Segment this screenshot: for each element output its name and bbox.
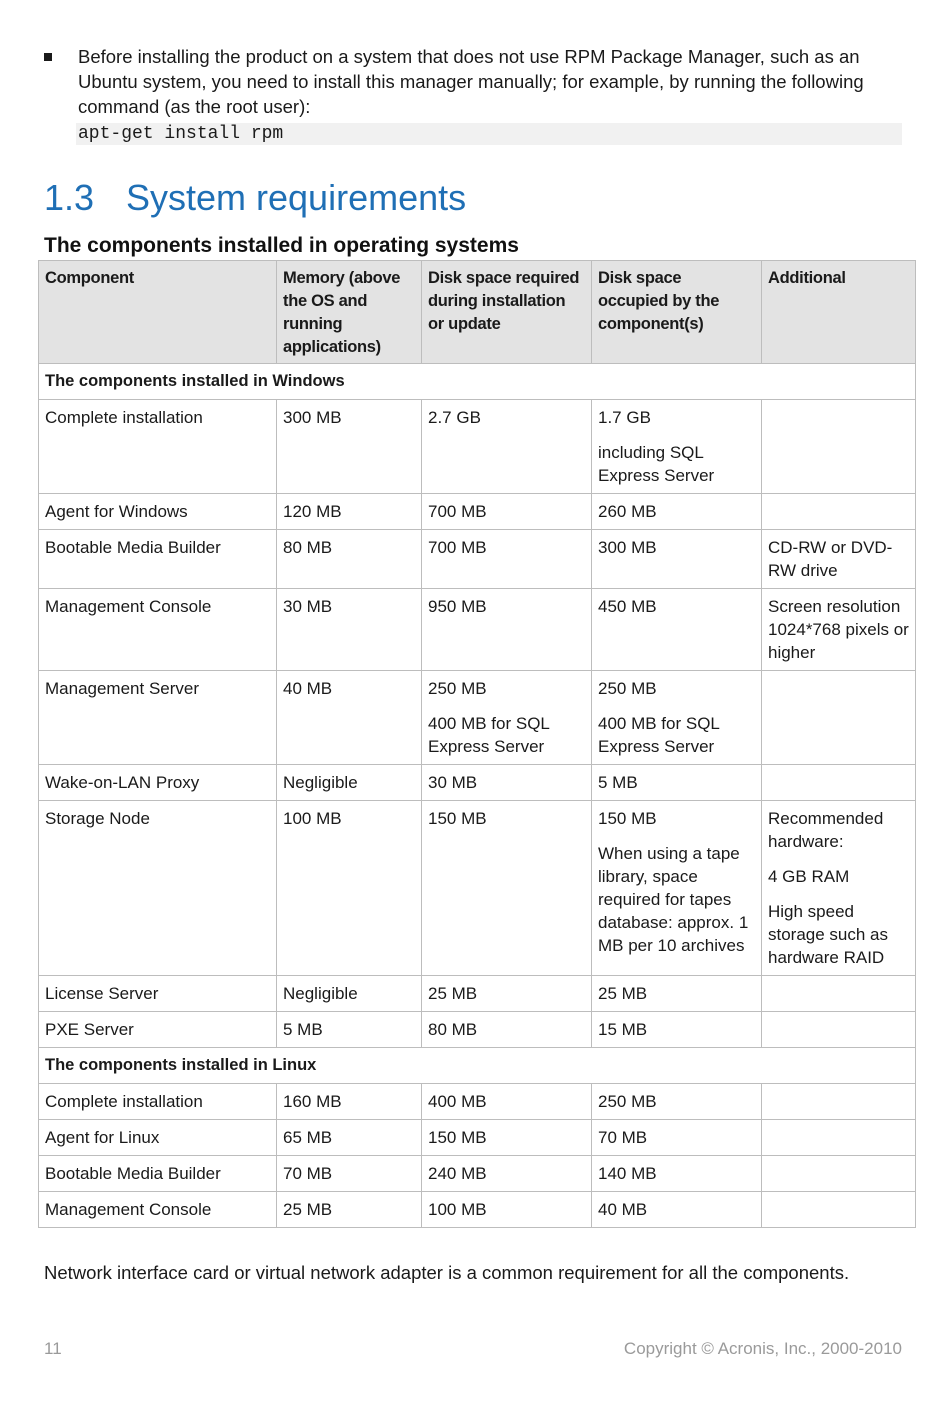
cell-disk-install-line: 240 MB [428, 1164, 487, 1183]
cell-additional [762, 801, 916, 976]
cell-disk-occupied-line: 250 MB [598, 679, 657, 698]
cell-disk-occupied-line: 1.7 GB [598, 408, 651, 427]
cell-disk-install-line: 700 MB [428, 538, 487, 557]
table-row [39, 1192, 916, 1228]
cell-memory: 70 MB [277, 1156, 422, 1192]
cell-disk-occupied [592, 671, 762, 765]
cell-disk-install [422, 1012, 592, 1048]
header-disk-install: Disk space required during installation or update [422, 261, 592, 364]
cell-memory: 300 MB [277, 400, 422, 494]
cell-disk-occupied-line: 260 MB [598, 502, 657, 521]
header-component: Component [39, 261, 277, 364]
group-label: The components installed in Linux [39, 1048, 916, 1084]
cell-disk-occupied-line: including SQL Express Server [598, 443, 715, 485]
cell-memory: 80 MB [277, 530, 422, 589]
cell-disk-occupied-line: 25 MB [598, 984, 648, 1003]
table-row [39, 494, 916, 530]
cell-additional [762, 1012, 916, 1048]
cell-disk-occupied [592, 1084, 762, 1120]
cell-disk-install-line: 80 MB [428, 1020, 478, 1039]
table-group-row [39, 364, 916, 400]
cell-component: Management Server [39, 671, 277, 765]
page-number: 11 [44, 1339, 62, 1358]
cell-disk-occupied-line: When using a tape library, space required for tapes database: approx. 1 MB per 10 archives [598, 844, 749, 955]
cell-disk-install-line: 250 MB [428, 679, 487, 698]
header-disk-occupied: Disk space occupied by the component(s) [592, 261, 762, 364]
section-title: System requirements [126, 177, 467, 218]
table-row [39, 671, 916, 765]
cell-additional-line: CD-RW or DVD-RW drive [768, 538, 893, 580]
cell-memory: 100 MB [277, 801, 422, 976]
cell-component: Storage Node [39, 801, 277, 976]
cell-disk-occupied [592, 976, 762, 1012]
table-row [39, 1156, 916, 1192]
cell-memory: 40 MB [277, 671, 422, 765]
cell-disk-occupied-line: 300 MB [598, 538, 657, 557]
cell-disk-install [422, 671, 592, 765]
cell-component: Bootable Media Builder [39, 1156, 277, 1192]
table-row [39, 589, 916, 671]
cell-component: Complete installation [39, 400, 277, 494]
table-row [39, 530, 916, 589]
table-row [39, 801, 916, 976]
cell-additional [762, 589, 916, 671]
cell-memory: 65 MB [277, 1120, 422, 1156]
cell-disk-occupied [592, 1012, 762, 1048]
cell-disk-occupied-line: 15 MB [598, 1020, 648, 1039]
cell-additional-line: 4 GB RAM [768, 867, 850, 886]
cell-memory: 30 MB [277, 589, 422, 671]
table-row [39, 976, 916, 1012]
table-title: The components installed in operating systems [44, 234, 519, 257]
cell-disk-install-line: 25 MB [428, 984, 478, 1003]
cell-disk-occupied-line: 70 MB [598, 1128, 648, 1147]
cell-disk-install [422, 494, 592, 530]
cell-disk-occupied-line: 250 MB [598, 1092, 657, 1111]
cell-disk-install-line: 150 MB [428, 809, 487, 828]
cell-additional [762, 494, 916, 530]
header-additional: Additional [762, 261, 916, 364]
cell-additional [762, 530, 916, 589]
table-row [39, 1084, 916, 1120]
table-row [39, 400, 916, 494]
cell-disk-occupied-line: 150 MB [598, 809, 657, 828]
cell-additional [762, 671, 916, 765]
intro-bullet [44, 44, 904, 145]
group-label: The components installed in Windows [39, 364, 916, 400]
cell-additional-line: High speed storage such as hardware RAID [768, 902, 889, 967]
cell-disk-occupied-line: 400 MB for SQL Express Server [598, 714, 720, 756]
cell-component: Bootable Media Builder [39, 530, 277, 589]
cell-disk-occupied [592, 1192, 762, 1228]
cell-disk-install [422, 801, 592, 976]
cell-disk-install [422, 589, 592, 671]
cell-disk-occupied [592, 530, 762, 589]
cell-disk-occupied [592, 589, 762, 671]
cell-disk-install [422, 530, 592, 589]
cell-disk-occupied-line: 40 MB [598, 1200, 648, 1219]
cell-component: Management Console [39, 1192, 277, 1228]
section-heading [44, 176, 466, 220]
cell-disk-occupied [592, 1156, 762, 1192]
common-requirement-note: Network interface card or virtual network adapter is a common requirement for all the components. [44, 1262, 850, 1283]
cell-memory: 160 MB [277, 1084, 422, 1120]
cell-memory: Negligible [277, 765, 422, 801]
cell-memory: Negligible [277, 976, 422, 1012]
cell-additional-line: Screen resolution 1024*768 pixels or higher [768, 597, 909, 662]
table-row [39, 1012, 916, 1048]
header-memory: Memory (above the OS and running applications) [277, 261, 422, 364]
table-row [39, 1120, 916, 1156]
table-body [39, 364, 916, 1228]
cell-disk-install [422, 1192, 592, 1228]
copyright-notice: Copyright © Acronis, Inc., 2000-2010 [623, 1339, 902, 1358]
cell-additional [762, 1192, 916, 1228]
bullet-item [44, 44, 904, 119]
cell-additional [762, 976, 916, 1012]
cell-additional [762, 1156, 916, 1192]
cell-disk-install-line: 700 MB [428, 502, 487, 521]
section-number: 1.3 [44, 177, 95, 218]
table-header-row [39, 261, 916, 364]
cell-disk-occupied [592, 801, 762, 976]
cell-component: Agent for Windows [39, 494, 277, 530]
cell-disk-install [422, 976, 592, 1012]
cell-additional [762, 400, 916, 494]
cell-component: Agent for Linux [39, 1120, 277, 1156]
cell-disk-occupied-line: 140 MB [598, 1164, 657, 1183]
cell-memory: 120 MB [277, 494, 422, 530]
cell-disk-install [422, 400, 592, 494]
cell-disk-install-line: 30 MB [428, 773, 478, 792]
cell-component: Management Console [39, 589, 277, 671]
cell-additional [762, 765, 916, 801]
cell-memory: 25 MB [277, 1192, 422, 1228]
cell-disk-occupied-line: 5 MB [598, 773, 638, 792]
command-code: apt-get install rpm [76, 123, 902, 145]
cell-disk-install [422, 1120, 592, 1156]
cell-disk-occupied [592, 1120, 762, 1156]
cell-memory: 5 MB [277, 1012, 422, 1048]
cell-component: Complete installation [39, 1084, 277, 1120]
cell-component: License Server [39, 976, 277, 1012]
cell-component: Wake-on-LAN Proxy [39, 765, 277, 801]
bullet-text: Before installing the product on a system that does not use RPM Package Manager, such as an Ubuntu system, you need to install this manager manually; for example, by running the following command (as the root user): [78, 46, 864, 117]
cell-disk-install-line: 400 MB for SQL Express Server [428, 714, 550, 756]
requirements-table [38, 260, 916, 1228]
cell-additional [762, 1120, 916, 1156]
cell-disk-occupied-line: 450 MB [598, 597, 657, 616]
table-row [39, 765, 916, 801]
cell-additional [762, 1084, 916, 1120]
cell-additional-line: Recommended hardware: [768, 809, 884, 851]
table-group-row [39, 1048, 916, 1084]
cell-disk-install [422, 1156, 592, 1192]
cell-disk-install-line: 400 MB [428, 1092, 487, 1111]
cell-disk-install [422, 765, 592, 801]
cell-disk-install-line: 100 MB [428, 1200, 487, 1219]
square-bullet-icon [44, 53, 52, 61]
cell-disk-occupied [592, 494, 762, 530]
cell-disk-occupied [592, 765, 762, 801]
cell-disk-occupied [592, 400, 762, 494]
cell-disk-install-line: 150 MB [428, 1128, 487, 1147]
cell-component: PXE Server [39, 1012, 277, 1048]
cell-disk-install-line: 950 MB [428, 597, 487, 616]
cell-disk-install-line: 2.7 GB [428, 408, 481, 427]
cell-disk-install [422, 1084, 592, 1120]
